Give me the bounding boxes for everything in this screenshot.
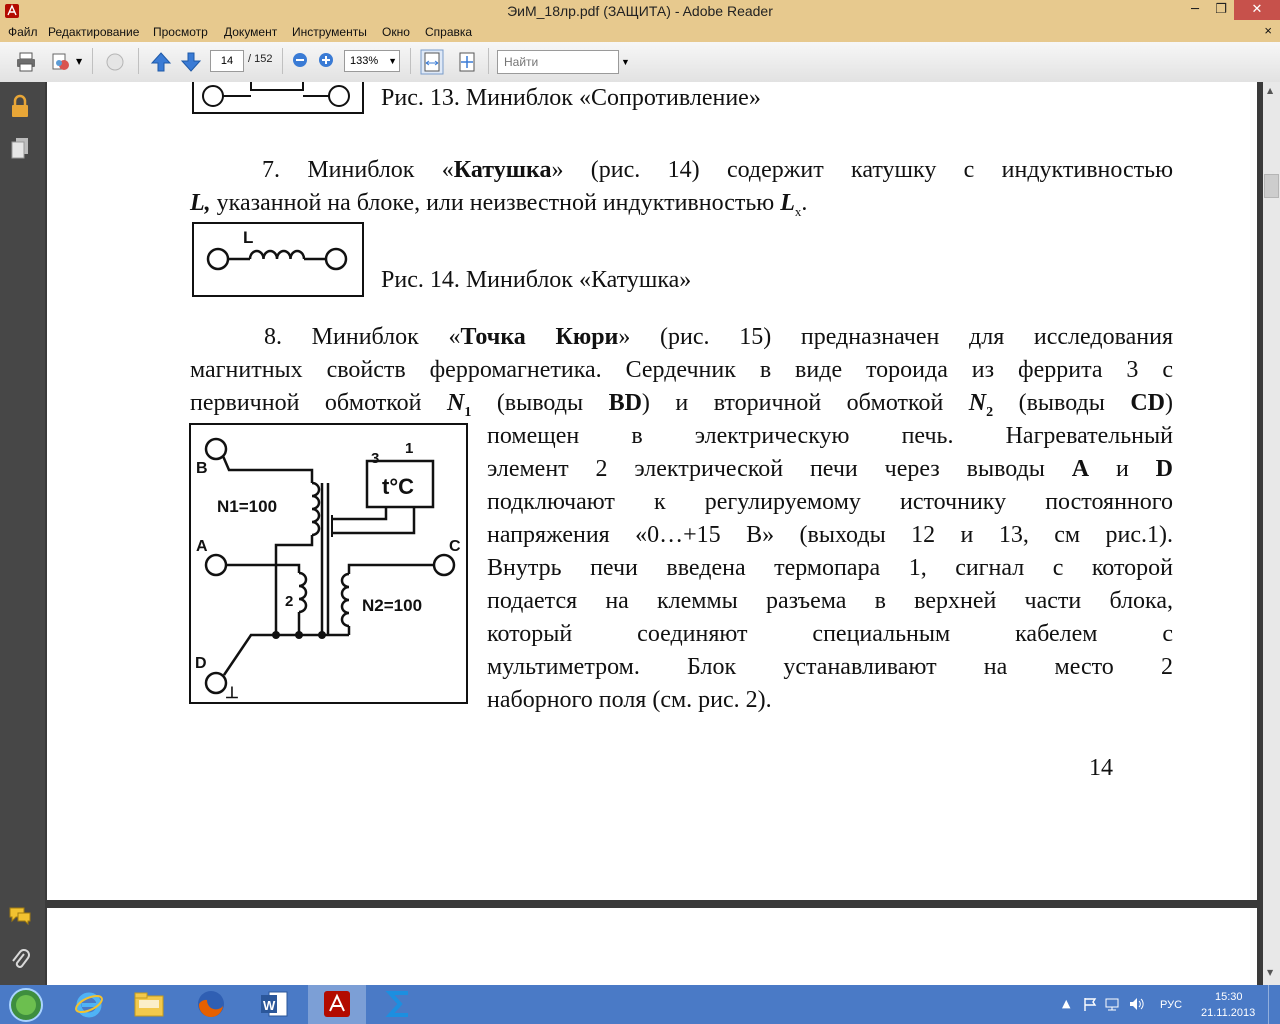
zoom-dropdown-arrow-icon[interactable]: ▼: [388, 56, 397, 66]
vertical-scrollbar[interactable]: [1263, 82, 1280, 985]
clock-time[interactable]: 15:30: [1215, 991, 1243, 1003]
terminal-c-label: C: [449, 538, 461, 555]
inductor-label: L: [243, 228, 254, 247]
terminal-b-label: B: [196, 460, 208, 477]
close-button[interactable]: ✕: [1234, 0, 1280, 20]
taskbar-mathcad[interactable]: [370, 985, 428, 1024]
taskbar-internet-explorer[interactable]: [60, 985, 118, 1024]
menu-document[interactable]: Документ: [224, 25, 278, 39]
find-dropdown-arrow-icon[interactable]: ▼: [621, 57, 630, 67]
paragraph-8-right-line1: помещен в электрическую печь. Нагревательный: [487, 423, 1173, 449]
menu-bar: [0, 22, 1280, 42]
paragraph-8-line2: магнитных свойств ферромагнетика. Сердечник в виде тороида из феррита 3 с: [190, 357, 1173, 383]
pages-icon[interactable]: [10, 136, 30, 160]
page-number-input[interactable]: 14: [210, 50, 244, 72]
taskbar-word[interactable]: [245, 985, 303, 1024]
menu-help[interactable]: Справка: [425, 25, 473, 39]
paragraph-8-right-line8: мультиметром. Блок устанавливают на место 2: [487, 654, 1173, 680]
find-input[interactable]: [502, 52, 606, 72]
taskbar-firefox[interactable]: [182, 985, 240, 1024]
paragraph-8-right-line6: подается на клеммы разъема в верхней части блока,: [487, 588, 1173, 614]
lock-icon[interactable]: [10, 94, 30, 118]
close-document-button[interactable]: ×: [1264, 23, 1272, 38]
find-box[interactable]: [497, 50, 630, 74]
paragraph-8-right-line7: который соединяют специальным кабелем с: [487, 621, 1173, 647]
show-desktop-button[interactable]: [1268, 985, 1280, 1024]
n2-label: N2=100: [362, 596, 423, 615]
curie-point-miniblock-figure: [189, 423, 469, 705]
paragraph-7-line1: 7. Миниблок «Катушка» (рис. 14) содержит катушку с индуктивностью: [262, 157, 1173, 183]
window-title: ЭиМ_18лр.pdf (ЗАЩИТА) - Adobe Reader: [507, 3, 773, 19]
start-orb-icon[interactable]: [8, 987, 44, 1023]
restore-button[interactable]: ❐: [1215, 2, 1227, 17]
scroll-down-arrow-icon[interactable]: ▼: [1267, 968, 1274, 977]
firefox-icon: [196, 989, 226, 1019]
terminal-d-label: D: [195, 655, 207, 672]
print-icon[interactable]: [15, 51, 37, 73]
tray-expand-icon[interactable]: ▲: [1062, 997, 1071, 1010]
adobe-reader-taskbar-icon: [322, 989, 352, 1019]
svg-text:W: W: [263, 998, 276, 1013]
paragraph-8-line3: первичной обмоткой $N_1$ (выводы BD) и вторичной обмоткой $N_2$ (выводы CD): [190, 390, 1173, 420]
heater-number-label: 2: [285, 593, 294, 610]
scrollbar-thumb[interactable]: [1264, 174, 1279, 198]
word-icon: [259, 989, 289, 1019]
folder-icon: [133, 990, 165, 1018]
taskbar: [0, 985, 1280, 1024]
scroll-up-arrow-icon[interactable]: ▲: [1267, 86, 1274, 95]
fig14-caption: Рис. 14. Миниблок «Катушка»: [381, 267, 692, 293]
minimize-button[interactable]: ─: [1191, 2, 1199, 17]
next-page-down-arrow-icon[interactable]: [180, 51, 202, 73]
taskbar-file-explorer[interactable]: [121, 985, 179, 1024]
page-number: 14: [1089, 755, 1113, 781]
flag-icon[interactable]: [1082, 996, 1098, 1012]
taskbar-adobe-reader[interactable]: [308, 985, 366, 1024]
network-icon[interactable]: [1104, 996, 1120, 1012]
zoom-value: 133%: [350, 55, 379, 67]
terminal-a-label: A: [196, 538, 208, 555]
share-dropdown-arrow-icon[interactable]: ▼: [76, 57, 83, 66]
attachment-paperclip-icon[interactable]: [10, 946, 30, 972]
thermocouple-number-label: 1: [405, 440, 414, 457]
volume-icon[interactable]: [1128, 996, 1146, 1012]
core-number-label: 3: [371, 450, 380, 467]
resistor-miniblock-figure: [191, 82, 365, 116]
zoom-in-icon[interactable]: [318, 52, 334, 68]
menu-tools[interactable]: Инструменты: [292, 25, 367, 39]
paragraph-8-right-line3: подключают к регулируемому источнику постоянного: [487, 489, 1173, 515]
menu-edit[interactable]: Редактирование: [48, 25, 140, 39]
inductor-miniblock-figure: [192, 222, 364, 297]
zoom-out-icon[interactable]: [292, 52, 308, 68]
clock-date[interactable]: 21.11.2013: [1201, 1007, 1256, 1019]
paragraph-8-right-line2: элемент 2 электрической печи через выводы A и D: [487, 456, 1174, 482]
title-bar: [0, 0, 1280, 22]
navigation-panel: [0, 82, 45, 985]
zoom-select[interactable]: [344, 50, 400, 72]
ground-symbol: ⊥: [225, 685, 239, 702]
comment-bubble-icon[interactable]: [104, 51, 126, 73]
internet-explorer-icon: [74, 989, 104, 1019]
language-indicator[interactable]: РУС: [1160, 999, 1183, 1011]
fig13-caption: Рис. 13. Миниблок «Сопротивление»: [381, 85, 761, 111]
paragraph-8-right-line5: Внутрь печи введена термопара 1, сигнал с которой: [487, 555, 1173, 581]
pdf-page: [47, 82, 1257, 900]
share-icon[interactable]: [50, 51, 72, 73]
fit-width-icon[interactable]: [420, 49, 444, 75]
temperature-label: t°C: [382, 474, 415, 499]
sigma-app-icon: [384, 989, 414, 1019]
paragraph-8-right-line4: напряжения «0…+15 В» (выходы 12 и 13, см рис.1).: [487, 522, 1173, 548]
menu-file[interactable]: Файл: [8, 25, 38, 39]
page-total: / 152: [248, 53, 273, 65]
n1-label: N1=100: [217, 497, 278, 516]
menu-window[interactable]: Окно: [382, 25, 410, 39]
paragraph-8-line1: 8. Миниблок «Точка Кюри» (рис. 15) предназначен для исследования: [264, 324, 1173, 350]
paragraph-8-right-line9: наборного поля (см. рис. 2).: [487, 687, 772, 713]
fit-page-icon[interactable]: [456, 51, 478, 73]
pdf-next-page: [47, 908, 1257, 988]
menu-view[interactable]: Просмотр: [153, 25, 208, 39]
comments-icon[interactable]: [8, 906, 32, 926]
paragraph-7-line2: L, указанной на блоке, или неизвестной индуктивностью $L_x$.: [190, 190, 808, 219]
previous-page-up-arrow-icon[interactable]: [150, 51, 172, 73]
